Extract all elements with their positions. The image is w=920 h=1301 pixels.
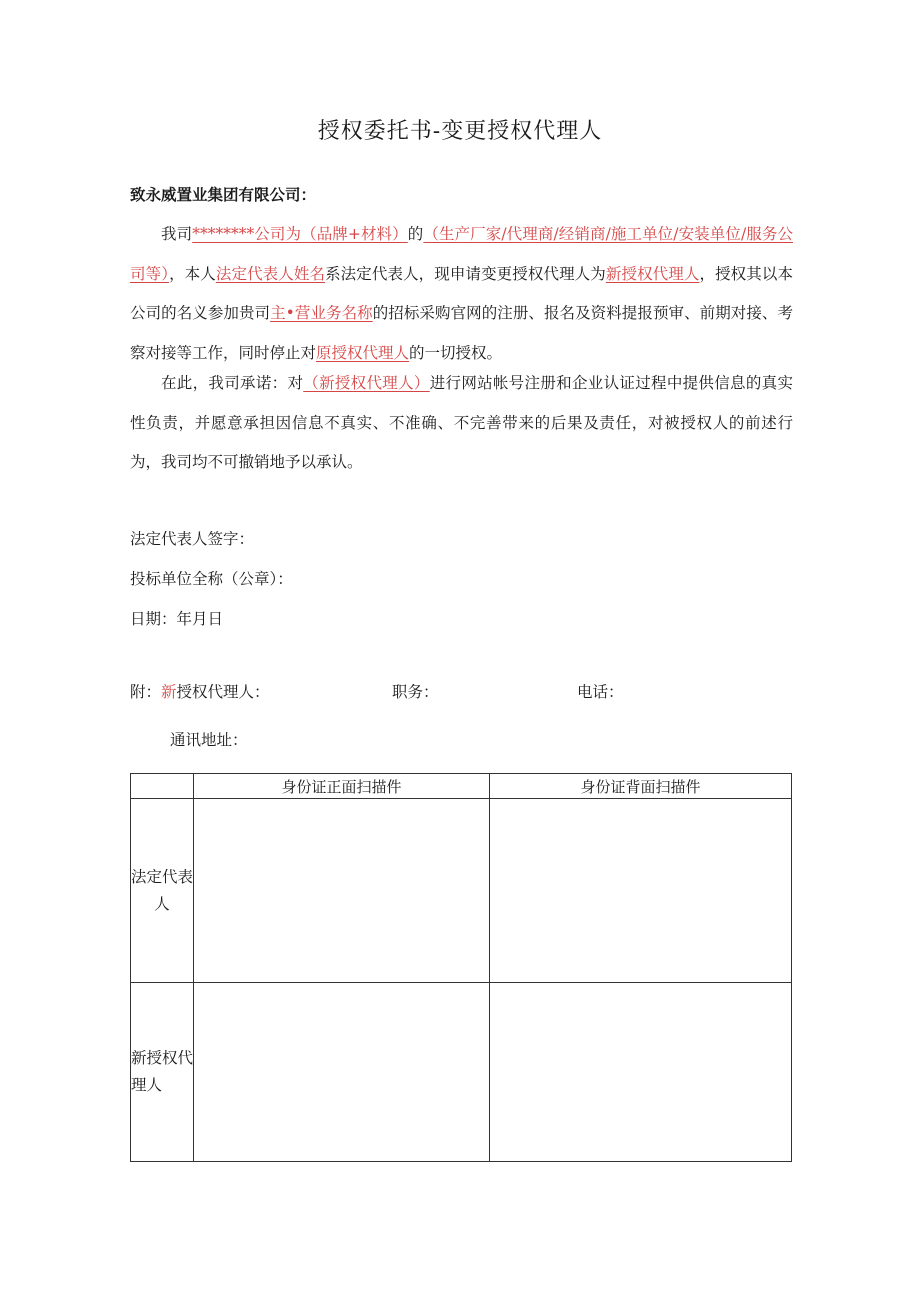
authorization-paragraph <box>130 215 793 373</box>
legal-rep-id-front-cell[interactable] <box>194 799 490 983</box>
text-segment: 我司 <box>161 225 193 243</box>
attachment-prefix: 附： <box>130 683 162 701</box>
attachment-phone-label: 电话： <box>577 683 624 701</box>
document-title: 授权委托书-变更授权代理人 <box>317 119 603 144</box>
text-segment: 的招标采购官网的注册、报名及资料提报预审、前期对接、考察对接等工作，同时停止对 <box>130 304 793 362</box>
attachment-new-char: 新 <box>161 683 177 701</box>
commitment-paragraph <box>130 364 793 483</box>
new-agent-id-back-cell[interactable] <box>490 983 792 1162</box>
address-label: 通讯地址： <box>170 731 248 749</box>
text-segment: 系法定代表人，现申请变更授权代理人为 <box>325 264 606 283</box>
addressee: 致永威置业集团有限公司： <box>130 186 317 204</box>
text-segment: ，本人 <box>169 264 216 283</box>
brand-material-placeholder: （品牌+材料） <box>301 225 408 243</box>
role-placeholder: （生产厂家/代理商/经销商/施工单位/安装单位/服务公司等） <box>130 225 793 283</box>
new-agent-id-front-cell[interactable] <box>194 983 490 1162</box>
row-label-new-agent: 新授权代理人 <box>131 983 194 1162</box>
company-placeholder: ********公司为 <box>192 225 302 243</box>
attachment-agent-text: 授权代理人： <box>176 683 270 701</box>
legal-rep-placeholder: 法定代表人姓名 <box>215 264 326 283</box>
text-segment: 进行网站帐号注册和企业认证过程中提供信息的真实性负责，并愿意承担因信息不真实、不准确、不完善带来的后果及责任，对被授权人的前述行为，我司均不可撤销地予以承认。 <box>130 374 793 471</box>
row-label-legal-rep: 法定代表人 <box>131 799 194 983</box>
table-header-front: 身份证正面扫描件 <box>194 774 490 799</box>
new-agent-placeholder: 新授权代理人 <box>605 264 700 283</box>
attachment-position-label: 职务： <box>392 683 439 701</box>
table-row <box>131 983 792 1162</box>
legal-rep-signature-label: 法定代表人签字： <box>130 530 255 548</box>
text-segment: ，授权其以本公司的名义参加贵司 <box>130 264 793 322</box>
table-header-back: 身份证背面扫描件 <box>490 774 792 799</box>
id-scan-table <box>130 773 792 1162</box>
old-agent-placeholder: 原授权代理人 <box>316 343 410 362</box>
text-segment: 的 <box>407 225 424 243</box>
table-header-row <box>131 774 792 799</box>
new-agent-placeholder-2: （新授权代理人） <box>303 374 430 392</box>
text-segment: 的一切授权。 <box>409 343 503 362</box>
legal-rep-id-back-cell[interactable] <box>490 799 792 983</box>
attachment-agent-label <box>130 680 270 702</box>
table-header-corner <box>131 774 194 799</box>
bidder-name-label: 投标单位全称（公章）： <box>130 570 293 588</box>
date-label: 日期：年月日 <box>130 610 224 628</box>
table-row <box>131 799 792 983</box>
business-placeholder: 主•营业务名称 <box>270 304 373 322</box>
text-segment: 在此，我司承诺：对 <box>161 374 304 392</box>
